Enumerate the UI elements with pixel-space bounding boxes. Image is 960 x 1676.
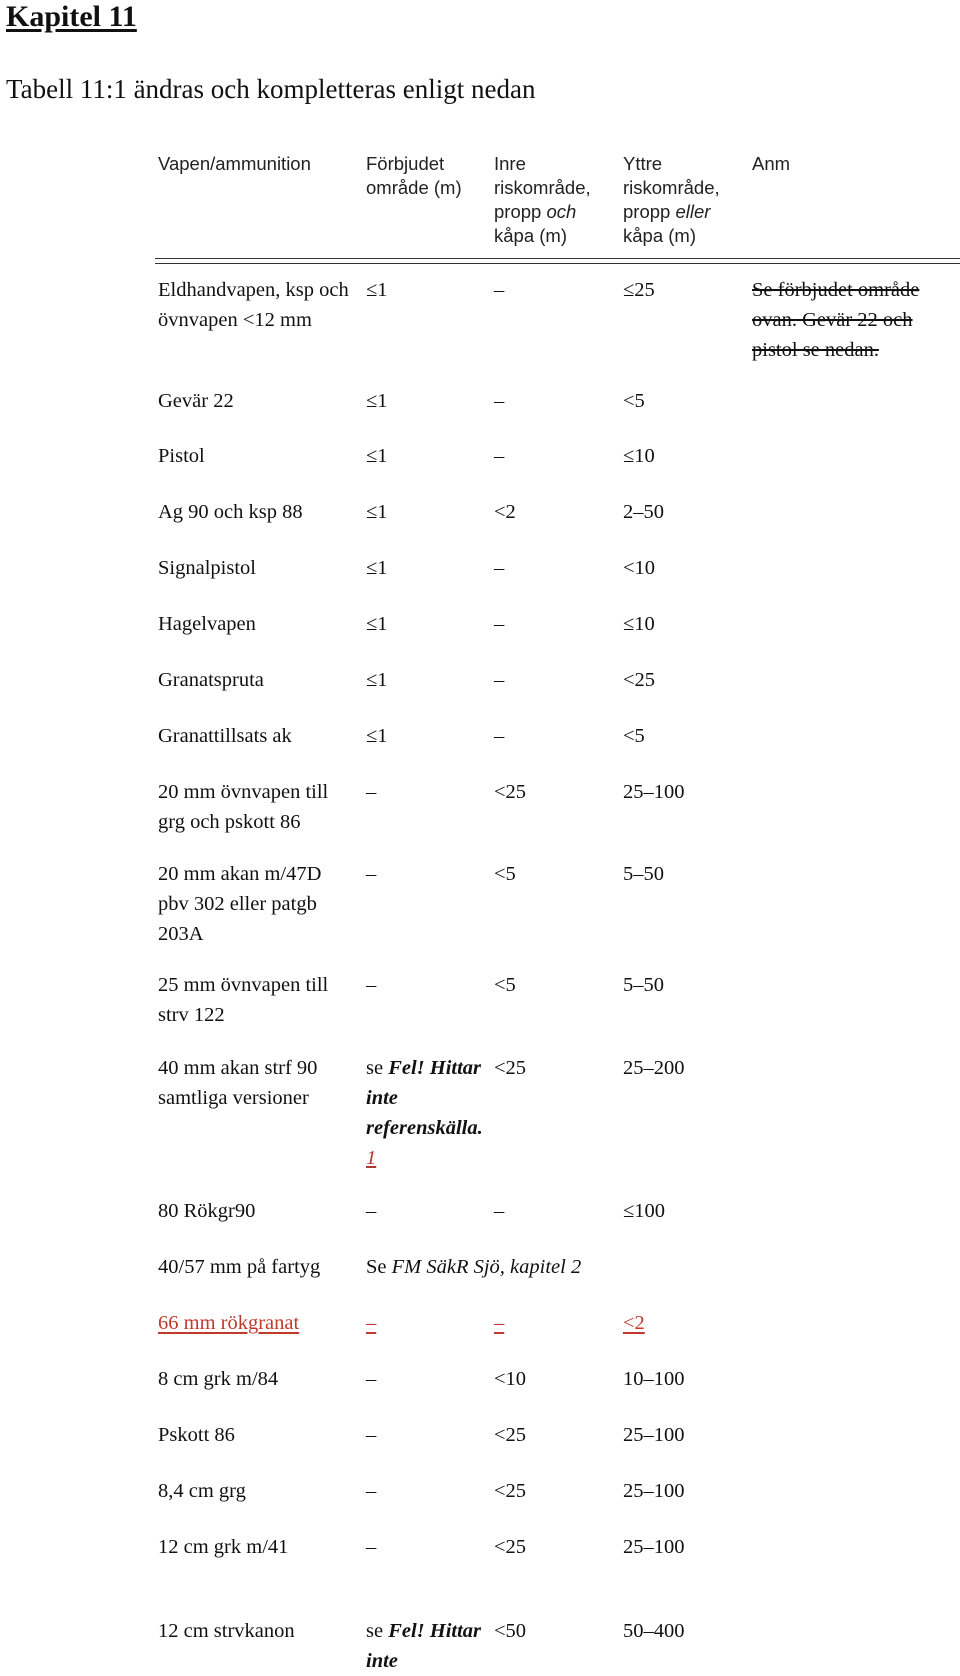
row-3-forbidden: ≤1 [366, 501, 388, 523]
row-10-outer: 5–50 [623, 974, 664, 996]
row-18-weapon: 12 cm grk m/41 [158, 1536, 289, 1558]
row-15-inner: <10 [494, 1368, 527, 1390]
header-outer-risk: Yttre riskområde, propp eller kåpa (m) [623, 153, 720, 246]
row-15-forbidden: – [366, 1368, 377, 1390]
row-16-forbidden: – [366, 1424, 377, 1446]
row-6-outer: <25 [623, 669, 656, 691]
header-rule-double [155, 263, 960, 264]
row-19-inner: <50 [494, 1620, 527, 1642]
row-19-outer: 50–400 [623, 1620, 685, 1642]
row-4-forbidden: ≤1 [366, 557, 388, 579]
row-5-outer: ≤10 [623, 613, 655, 635]
row-4-inner: – [494, 557, 505, 579]
row-7-inner: – [494, 725, 505, 747]
row-7-forbidden: ≤1 [366, 725, 388, 747]
row-10-weapon: 25 mm övnvapen till strv 122 [158, 974, 329, 1026]
row-14-outer: <2 [623, 1312, 645, 1334]
row-6-inner: – [494, 669, 505, 691]
header-forbidden-area: Förbjudet område (m) [366, 153, 462, 198]
row-2-inner: – [494, 445, 505, 467]
row-0-forbidden: ≤1 [366, 279, 388, 301]
row-12-outer: ≤100 [623, 1200, 666, 1222]
row-3-inner: <2 [494, 501, 516, 523]
row-17-outer: 25–100 [623, 1480, 685, 1502]
row-7-weapon: Granattillsats ak [158, 725, 292, 747]
row-12-weapon: 80 Rökgr90 [158, 1200, 256, 1222]
row-10-inner: <5 [494, 974, 516, 996]
row-19-weapon: 12 cm strvkanon [158, 1620, 295, 1642]
row-14-weapon: 66 mm rökgranat [158, 1312, 300, 1334]
row-0-outer: ≤25 [623, 279, 655, 301]
row-1-weapon: Gevär 22 [158, 390, 234, 412]
row-16-weapon: Pskott 86 [158, 1424, 235, 1446]
row-8-outer: 25–100 [623, 781, 685, 803]
header-weapon: Vapen/ammunition [158, 153, 311, 174]
row-11-weapon: 40 mm akan strf 90 samtliga versioner [158, 1057, 318, 1109]
row-1-inner: – [494, 390, 505, 412]
row-8-weapon: 20 mm övnvapen till grg och pskott 86 [158, 781, 329, 833]
row-17-forbidden: – [366, 1480, 377, 1502]
row-14-forbidden: – [366, 1312, 377, 1334]
row-17-inner: <25 [494, 1480, 527, 1502]
row-11-outer: 25–200 [623, 1057, 685, 1079]
row-7-outer: <5 [623, 725, 645, 747]
header-remarks: Anm [752, 153, 791, 174]
row-6-forbidden: ≤1 [366, 669, 388, 691]
row-0-remark: Se förbjudet område ovan. Gevär 22 och pistol se nedan. [752, 279, 920, 361]
row-18-inner: <25 [494, 1536, 527, 1558]
row-19-forbidden: se Fel! Hittar inte [366, 1620, 482, 1672]
chapter-heading: Kapitel 11 [6, 0, 137, 33]
row-0-inner: – [494, 279, 505, 301]
row-2-forbidden: ≤1 [366, 445, 388, 467]
row-2-outer: ≤10 [623, 445, 655, 467]
row-9-outer: 5–50 [623, 863, 664, 885]
row-15-weapon: 8 cm grk m/84 [158, 1368, 279, 1390]
row-3-outer: 2–50 [623, 501, 664, 523]
row-1-forbidden: ≤1 [366, 390, 388, 412]
row-12-forbidden: – [366, 1200, 377, 1222]
row-18-outer: 25–100 [623, 1536, 685, 1558]
row-18-forbidden: – [366, 1536, 377, 1558]
row-17-weapon: 8,4 cm grg [158, 1480, 246, 1502]
row-5-inner: – [494, 613, 505, 635]
row-13-weapon: 40/57 mm på fartyg [158, 1256, 321, 1278]
row-4-weapon: Signalpistol [158, 557, 256, 579]
header-inner-risk: Inre riskområde, propp och kåpa (m) [494, 153, 591, 246]
reference-link[interactable]: 1 [366, 1147, 377, 1169]
table-intro: Tabell 11:1 ändras och kompletteras enligt nedan [6, 74, 536, 104]
row-9-weapon: 20 mm akan m/47D pbv 302 eller patgb 203A [158, 863, 322, 945]
row-16-inner: <25 [494, 1424, 527, 1446]
row-9-inner: <5 [494, 863, 516, 885]
row-1-outer: <5 [623, 390, 645, 412]
row-2-weapon: Pistol [158, 445, 205, 467]
row-10-forbidden: – [366, 974, 377, 996]
row-4-outer: <10 [623, 557, 656, 579]
row-8-inner: <25 [494, 781, 527, 803]
row-0-weapon: Eldhandvapen, ksp och övnvapen <12 mm [158, 279, 349, 331]
row-5-weapon: Hagelvapen [158, 613, 256, 635]
header-rule [155, 258, 960, 259]
row-11-forbidden: se Fel! Hittar inte referenskälla. 1 [366, 1057, 483, 1169]
row-14-inner: – [494, 1312, 505, 1334]
row-8-forbidden: – [366, 781, 377, 803]
row-6-weapon: Granatspruta [158, 669, 264, 691]
row-12-inner: – [494, 1200, 505, 1222]
row-5-forbidden: ≤1 [366, 613, 388, 635]
row-15-outer: 10–100 [623, 1368, 685, 1390]
row-3-weapon: Ag 90 och ksp 88 [158, 501, 303, 523]
row-9-forbidden: – [366, 863, 377, 885]
row-11-inner: <25 [494, 1057, 527, 1079]
row-13-reference: Se FM SäkR Sjö, kapitel 2 [366, 1256, 582, 1278]
row-16-outer: 25–100 [623, 1424, 685, 1446]
